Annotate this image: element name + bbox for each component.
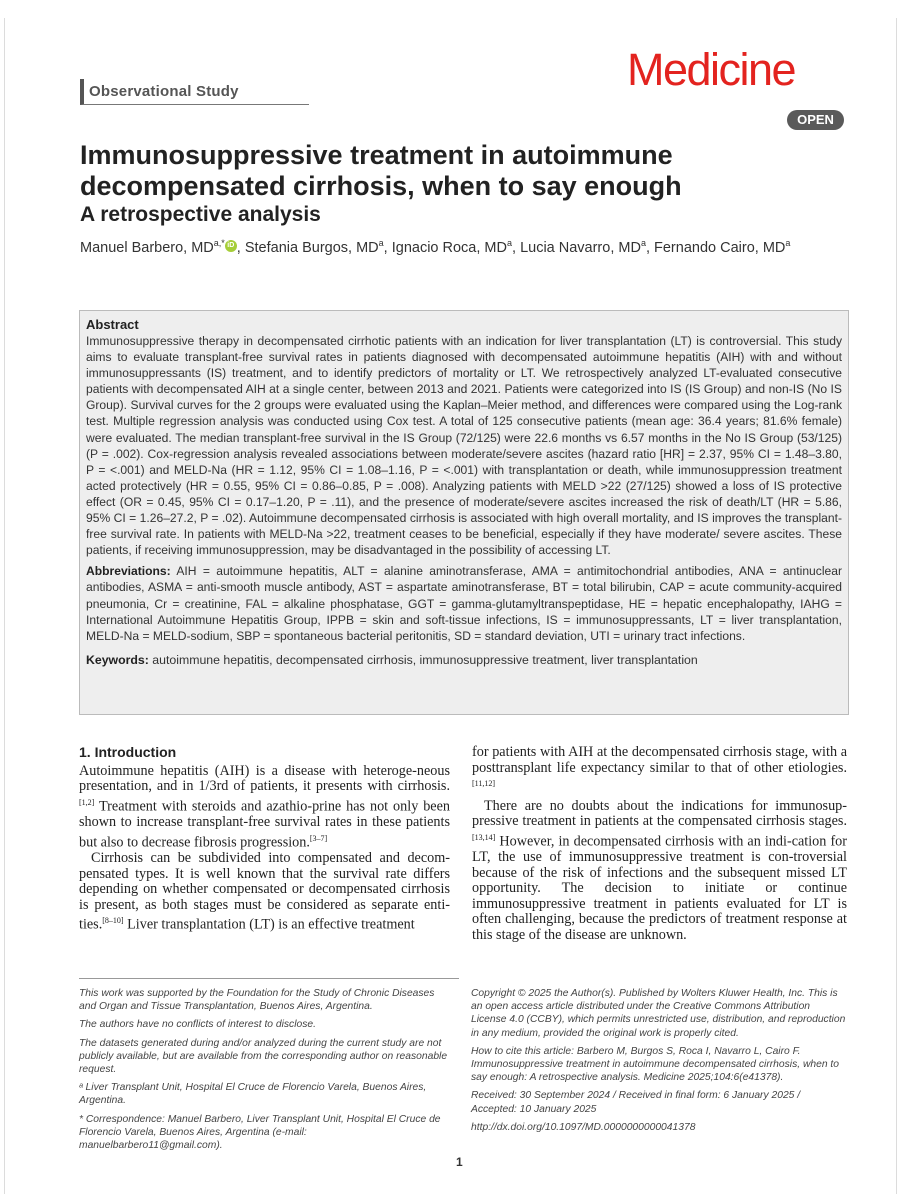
- correspondence-note: * Correspondence: Manuel Barbero, Liver Transplant Unit, Hospital El Cruce de Florencio Varela, Buenos Aires, Argentina (e-mail: manuelbarbero11@gmail.com).: [79, 1113, 441, 1152]
- author-affiliation: a,*: [213, 238, 225, 248]
- abbreviations-text: AIH = autoimmune hepatitis, ALT = alanine aminotransferase, AMA = antimitochondrial antibodies, ANA = antinuclear antibodies, ASMA = anti-smooth muscle antibody, AST = aspartate aminotransferase, BT = total bilirubin, CAP = acute community-acquired pneumonia, Cr = creatinine, FAL = alkaline phosphatase, GGT = gamma-glutamyltranspeptidase, HE = hepatic encephalopathy, IAHG = International Autoimmune Hepatitis Group, IPPB = skin and soft-tissue infections, IS = immunosuppressants, LT = liver transplantation, MELD-Na = MELD-sodium, SBP = spontaneous bacterial peritonitis, SD = standard deviation, UTI = urinary tract infections.: [86, 564, 842, 643]
- abbreviations-label: Abbreviations:: [86, 564, 171, 579]
- body-column-right: [472, 745, 847, 944]
- page-number: 1: [456, 1155, 463, 1169]
- intro-text: However, in decompensated cirrhosis with an indi-cation for LT, the use of immunosuppressive treatment is con-troversial because of the risk of infections and the subsequent missed LT opportunity. The decision to initiate or continue immunosuppressive treatment in patients evaluated for LT is often challenging, because the predictors of treatment response at this stage of the disease are unknown.: [472, 833, 847, 943]
- data-availability-note: The datasets generated during and/or analyzed during the current study are not publicly available, but are available from the corresponding author on reasonable request.: [79, 1037, 448, 1076]
- author-name: Fernando Cairo, MD: [654, 239, 786, 256]
- body-column-left: [79, 745, 450, 934]
- author-name: Manuel Barbero, MD: [80, 239, 214, 256]
- intro-text: for patients with AIH at the decompensated cirrhosis stage, with a posttransplant life expectancy similar to that of other etiologies.: [472, 744, 847, 776]
- footnote-divider: [79, 978, 459, 979]
- article-title: Immunosuppressive treatment in autoimmune decompensated cirrhosis, when to say enough: [80, 140, 682, 201]
- author-name: Lucia Navarro, MD: [520, 239, 641, 256]
- abbreviations: [86, 563, 842, 643]
- abstract-box: [79, 310, 849, 715]
- intro-text: Treatment with steroids and azathio-prine has not only been shown to increase transplant-free survival rates in these patients but also to decrease fibrosis progression.: [79, 798, 450, 851]
- citation-note: How to cite this article: Barbero M, Burgos S, Roca I, Navarro L, Cairo F. Immunosuppressive treatment in autoimmune decompensated cirrhosis, when to say enough: A retrospective analysis. Medicine 2025;104:6(e41378).: [471, 1045, 840, 1084]
- intro-paragraph: [472, 799, 847, 944]
- funding-note: This work was supported by the Foundation for the Study of Chronic Diseases and Organ and Tissue Transplantation, Buenos Aires, Argentina.: [79, 988, 435, 1013]
- author-affiliation: a: [378, 238, 384, 248]
- author-affiliation: a: [785, 238, 791, 248]
- intro-paragraph: [79, 764, 450, 851]
- intro-paragraph: [79, 851, 450, 934]
- citation-ref[interactable]: [3–7]: [309, 833, 328, 843]
- section-label: Observational Study: [89, 83, 239, 100]
- intro-text: Cirrhosis can be subdivided into compensated and decom-pensated types. It is well known that the survival rate differs depending on whether compensated or decompensated cirrhosis is present, as both stages must be considered as separate enti-ties.: [79, 850, 450, 934]
- abstract-text: Immunosuppressive therapy in decompensated cirrhotic patients with an indication for liver transplantation (LT) is controversial. This study aims to evaluate transplant-free survival rates in patients diagnosed with decompensated autoimmune hepatitis (AIH) with and without immunosuppressants (IS) treatment, and to identify predictors of mortality or LT. We retrospectively analyzed LT-evaluated consecutive patients with decompensated AIH at a single center, between 2013 and 2021. Patients were categorized into IS (IS Group) and non-IS (No IS Group). Survival curves for the 2 groups were evaluated using the Kaplan–Meier method, and differences were compared using the Log-rank test. Multiple regression analysis was conducted using Cox test. A total of 125 consecutive patients (mean age: 36.4 years; 81.6% female) were evaluated. The median transplant-free survival in the IS Group (72/125) were 22.6 months vs 6.57 months in the No IS Group (53/125) (P = .002). Cox-regression analysis revealed associations between moderate/severe ascites (hazard ratio [HR] = 2.37, 95% CI = 1.48–3.80, P = <.001) and MELD-Na (HR = 1.12, 95% CI = 1.08–1.16, P = <.001) with transplantation or death, while immunosuppression treatment acted protectively (HR = 0.55, 95% CI = 0.86–0.85, P = .008). Analyzing patients with MELD >22 (27/125) showed a loss of IS protective effect (OR = 0.45, 95% CI = 0.17–1.20, P = .11), and the presence of moderate/severe ascites increased the risk of death/LT (HR = 5.86, 95% CI = 1.26–27.2, P = .02). Autoimmune decompensated cirrhosis is associated with high overall mortality, and IS improves the transplant-free survival rate. In patients with MELD-Na >22, treatment ceases to be beneficial, especially if they have moderate/ severe ascites. These patients, if receiving immunosuppression, may be disadvantaged in the possibility of accessing LT.: [86, 334, 842, 558]
- journal-logo: Medicine: [627, 44, 796, 95]
- intro-text: Liver transplantation (LT) is an effective treatment: [123, 917, 415, 934]
- orcid-icon[interactable]: iD: [225, 240, 237, 252]
- author-affiliation: a: [506, 238, 512, 248]
- conflicts-note: The authors have no conflicts of interest to disclose.: [79, 1019, 316, 1031]
- open-access-badge: OPEN: [787, 110, 844, 130]
- section-bar: [80, 79, 309, 105]
- citation-ref[interactable]: [8–10]: [102, 916, 124, 926]
- author-name: Ignacio Roca, MD: [391, 239, 507, 256]
- copyright-note: Copyright © 2025 the Author(s). Published by Wolters Kluwer Health, Inc. This is an open access article distributed under the Creative Commons Attribution License 4.0 (CCBY), which permits unrestricted use, distribution, and reproduction in any medium, provided the original work is properly cited.: [471, 988, 846, 1039]
- citation-ref[interactable]: [11,12]: [472, 779, 496, 789]
- author-name: Stefania Burgos, MD: [244, 239, 379, 256]
- author-list: Manuel Barbero, $MD^{a,*}$ iD , Stefania Burgos, $MD^a$, Ignacio Roca, $MD^a$, Lucia Navarro, $MD^a$, Fernando Cairo, $MD^a$: [80, 238, 791, 256]
- abstract-heading: Abstract: [86, 317, 139, 332]
- intro-paragraph: [472, 745, 847, 797]
- doi-link[interactable]: http://dx.doi.org/10.1097/MD.0000000000041378: [471, 1121, 696, 1133]
- footnotes-right: [471, 987, 847, 1139]
- citation-ref[interactable]: [13,14]: [472, 832, 496, 842]
- article-subtitle: A retrospective analysis: [80, 203, 321, 226]
- keywords: [86, 652, 842, 668]
- affiliation-note: ᵃ Liver Transplant Unit, Hospital El Cruce de Florencio Varela, Buenos Aires, Argentina.: [79, 1082, 427, 1107]
- author-affiliation: a: [640, 238, 646, 248]
- intro-text: Autoimmune hepatitis (AIH) is a disease with heteroge-neous presentation, and in 1/3rd of patients, it presents with cirrhosis.: [79, 762, 450, 795]
- keywords-label: Keywords:: [86, 652, 149, 667]
- keywords-text: autoimmune hepatitis, decompensated cirrhosis, immunosuppressive treatment, liver transplantation: [152, 652, 698, 667]
- intro-heading: 1. Introduction: [79, 744, 177, 760]
- footnotes-left: [79, 987, 451, 1157]
- citation-ref[interactable]: [1,2]: [79, 797, 95, 807]
- intro-text: There are no doubts about the indications for immunosup-pressive treatment in patients at the compensated cirrhosis stages.: [472, 797, 847, 830]
- received-dates: Received: 30 September 2024 / Received in final form: 6 January 2025 / Accepted: 10 January 2025: [471, 1090, 801, 1115]
